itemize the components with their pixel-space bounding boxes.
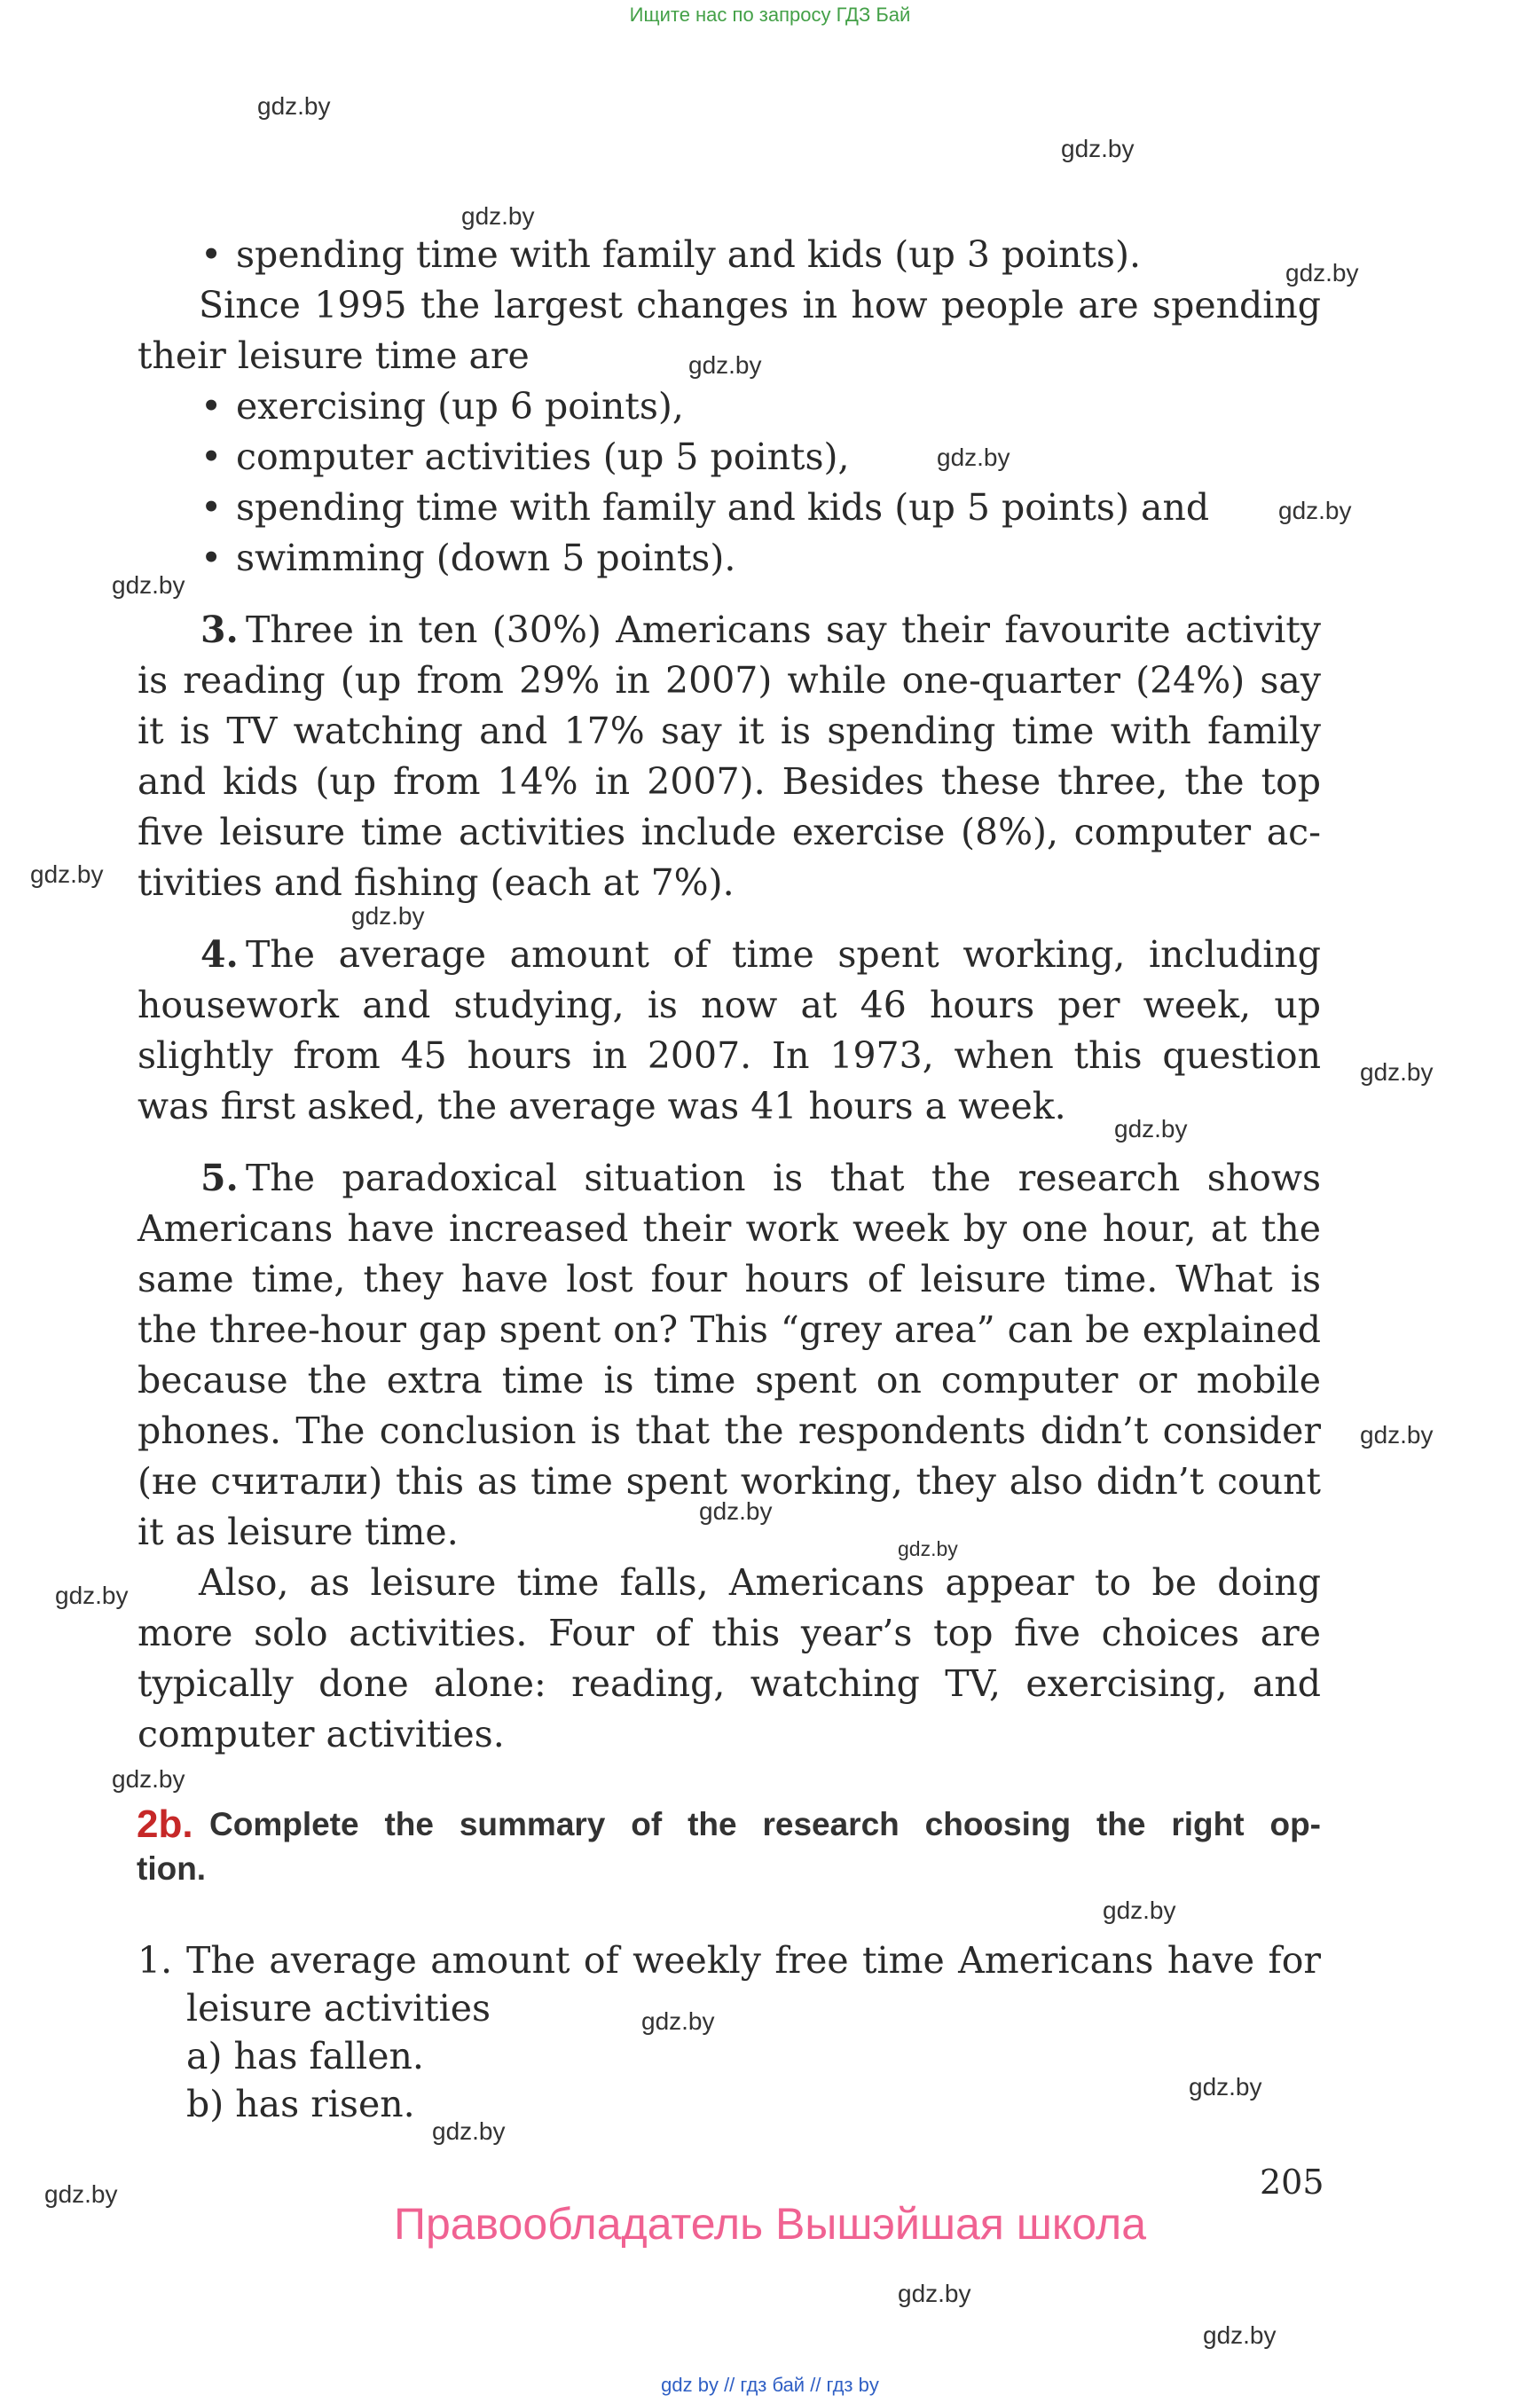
paragraph-line: same time, they have lost four hours of leisure time. What is	[138, 1258, 1321, 1300]
watermark: gdz.by	[688, 351, 762, 379]
watermark: gdz.by	[30, 860, 104, 888]
watermark: gdz.by	[898, 2280, 971, 2307]
paragraph-line: Also, as leisure time falls, Americans appear to be doing	[199, 1561, 1321, 1604]
paragraph-line: The average amount of time spent working, including	[246, 933, 1321, 976]
question-text: leisure activities	[186, 1987, 491, 2030]
watermark: gdz.by	[1360, 1058, 1434, 1086]
watermark: gdz.by	[1061, 135, 1135, 162]
answer-option: a) has fallen.	[186, 2035, 424, 2077]
paragraph-line: phones. The conclusion is that the respondents didn’t consider	[138, 1410, 1321, 1452]
watermark: gdz.by	[699, 1497, 773, 1525]
page-number: 205	[1260, 2163, 1324, 2202]
exercise-title: Complete the summary of the research choosing the right op-	[209, 1806, 1321, 1842]
watermark: gdz.by	[1203, 2321, 1277, 2349]
watermark: gdz.by	[112, 1765, 185, 1793]
paragraph-line: Since 1995 the largest changes in how people are spending	[199, 284, 1321, 326]
paragraph-line: The paradoxical situation is that the research shows	[246, 1157, 1321, 1199]
watermark: gdz.by	[1114, 1115, 1188, 1143]
paragraph-number: 5.	[200, 1157, 239, 1199]
question-number: 1.	[138, 1939, 173, 1982]
paragraph-number: 3.	[200, 609, 239, 651]
watermark: gdz.by	[1285, 259, 1359, 287]
paragraph-line: computer activities.	[138, 1713, 505, 1755]
paragraph-line: because the extra time is time spent on computer or mobile	[138, 1359, 1321, 1402]
paragraph-line: it is TV watching and 17% say it is spending time with family	[138, 710, 1321, 752]
exercise-title: tion.	[137, 1850, 207, 1887]
paragraph-line: was first asked, the average was 41 hours a week.	[138, 1085, 1066, 1127]
watermark: gdz.by	[432, 2117, 506, 2145]
watermark: gdz.by	[1189, 2073, 1262, 2101]
watermark: gdz.by	[641, 2007, 715, 2035]
paragraph-line: their leisure time are	[138, 334, 530, 377]
watermark: gdz.by	[257, 92, 331, 120]
paragraph-line: the three-hour gap spent on? This “grey area” can be explained	[138, 1308, 1321, 1351]
top-banner-link[interactable]: Ищите нас по запросу ГДЗ Бай	[629, 4, 911, 26]
question-text: The average amount of weekly free time Americans have for	[186, 1939, 1321, 1982]
answer-option: b) has risen.	[186, 2083, 415, 2125]
exercise-number: 2b.	[137, 1802, 193, 1846]
paragraph-number: 4.	[200, 933, 239, 976]
paragraph-line: tivities and fishing (each at 7%).	[138, 861, 735, 904]
watermark: gdz.by	[1278, 497, 1352, 524]
watermark: gdz.by	[1103, 1896, 1176, 1924]
watermark: gdz.by	[1360, 1421, 1434, 1449]
bullet-item: • spending time with family and kids (up 3 points).	[236, 230, 1141, 280]
paragraph-line: Americans have increased their work week by one hour, at the	[138, 1207, 1321, 1250]
paragraph-line: it as leisure time.	[138, 1511, 459, 1553]
paragraph-line: five leisure time activities include exercise (8%), computer ac-	[138, 811, 1321, 853]
bullet-item: • swimming (down 5 points).	[236, 533, 735, 584]
watermark: gdz.by	[44, 2180, 118, 2208]
watermark: gdz.by	[112, 571, 185, 599]
watermark: gdz.by	[898, 1537, 958, 1560]
paragraph-line: and kids (up from 14% in 2007). Besides these three, the top	[138, 760, 1321, 803]
paragraph-line: typically done alone: reading, watching TV, exercising, and	[138, 1662, 1321, 1705]
watermark: gdz.by	[461, 202, 535, 230]
paragraph-line: housework and studying, is now at 46 hours per week, up	[138, 984, 1321, 1026]
paragraph-line: is reading (up from 29% in 2007) while one-quarter (24%) say	[138, 659, 1321, 702]
bullet-item: • computer activities (up 5 points),	[236, 432, 850, 483]
paragraph-line: Three in ten (30%) Americans say their favourite activity	[246, 609, 1321, 651]
watermark: gdz.by	[937, 444, 1010, 471]
bullet-item: • spending time with family and kids (up 5 points) and	[236, 483, 1209, 533]
footer-links[interactable]: gdz by // гдз бай // гдз by	[661, 2374, 879, 2396]
watermark: gdz.by	[55, 1582, 129, 1609]
paragraph-line: more solo activities. Four of this year’s top five choices are	[138, 1612, 1321, 1654]
paragraph-line: (не считали) this as time spent working, they also didn’t count	[138, 1460, 1321, 1503]
paragraph-line: slightly from 45 hours in 2007. In 1973, when this question	[138, 1034, 1321, 1077]
watermark: gdz.by	[351, 902, 425, 930]
bullet-item: • exercising (up 6 points),	[236, 381, 684, 432]
copyright-notice: Правообладатель Вышэйшая школа	[394, 2199, 1146, 2249]
